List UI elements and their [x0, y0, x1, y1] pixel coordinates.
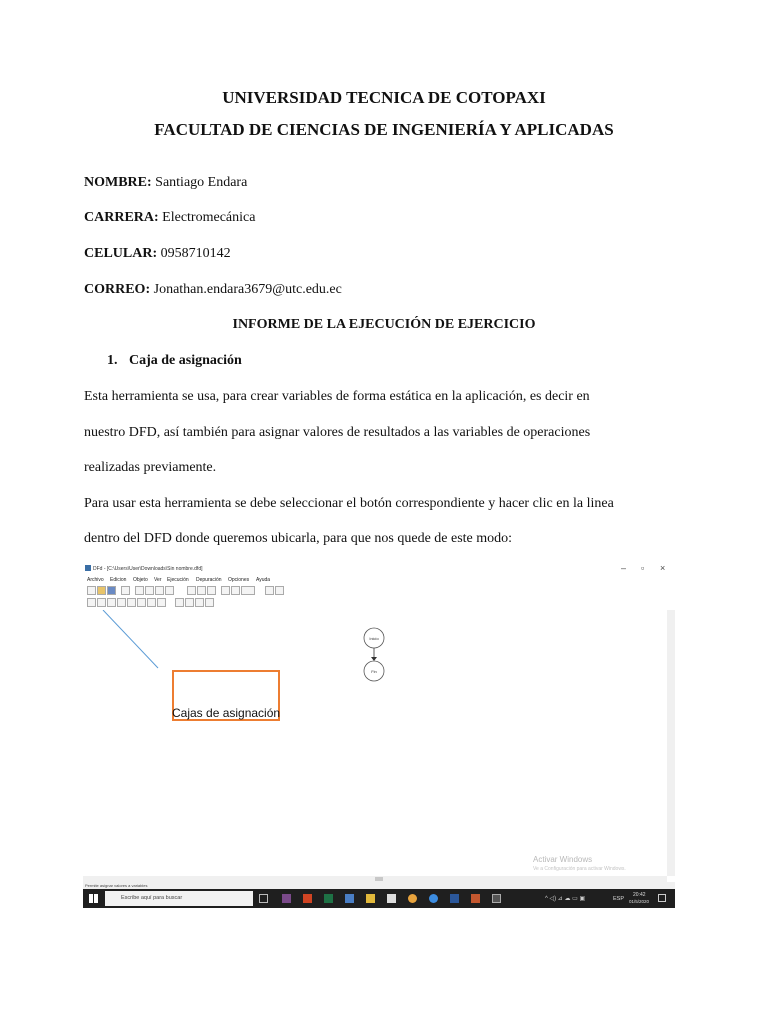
name-line — [84, 175, 247, 191]
menu-bar — [83, 576, 675, 585]
zoom-out-icon[interactable] — [275, 586, 284, 595]
step-icon[interactable] — [221, 586, 230, 595]
pause-icon[interactable] — [207, 586, 216, 595]
new-file-icon[interactable] — [87, 586, 96, 595]
app-icon-3[interactable] — [366, 894, 375, 903]
window-title: DFd - [C:\Users\User\Downloads\Sin nombre.dfd] — [93, 566, 203, 572]
status-text: Permite asignar valores a variables — [85, 883, 148, 888]
parameter-icon[interactable] — [185, 598, 194, 607]
phone-value: 0958710142 — [157, 246, 231, 261]
windows-start-icon[interactable] — [89, 894, 98, 903]
assignment-box-icon[interactable] — [97, 598, 106, 607]
scroll-thumb[interactable] — [375, 877, 383, 881]
email-line — [84, 282, 342, 298]
end-node-label: Fin — [371, 669, 377, 674]
call-icon[interactable] — [195, 598, 204, 607]
paragraph-line: nuestro DFD, así también para asignar valores de resultados a las variables de operaciones — [84, 425, 591, 440]
report-title: INFORME DE LA EJECUCIÓN DE EJERCICIO — [232, 317, 536, 332]
zoom-in-icon[interactable] — [265, 586, 274, 595]
vertical-scrollbar[interactable] — [667, 610, 675, 876]
email-value: Jonathan.endara3679@utc.edu.ec — [150, 282, 342, 297]
activation-watermark-subtitle: Ve a Configuración para activar Windows. — [533, 866, 626, 872]
paragraph-line: realizadas previamente. — [84, 460, 217, 475]
flowchart-diagram — [83, 610, 675, 880]
objects-toolbar — [87, 598, 227, 609]
open-file-icon[interactable] — [97, 586, 106, 595]
menu-archivo[interactable]: Archivo — [87, 577, 104, 583]
main-toolbar — [87, 586, 267, 597]
edge-icon[interactable] — [429, 894, 438, 903]
paragraph-line: Para usar esta herramienta se debe seleccionar el botón correspondiente y hacer clic en la linea — [84, 496, 614, 511]
email-label: CORREO: — [84, 282, 151, 297]
menu-objeto[interactable]: Objeto — [133, 577, 148, 583]
read-icon[interactable] — [117, 598, 126, 607]
start-node-label: Inicio — [369, 636, 379, 641]
dfd-app-icon — [85, 565, 91, 571]
chrome-icon[interactable] — [408, 894, 417, 903]
career-line — [84, 210, 255, 226]
window-titlebar — [83, 562, 675, 576]
subprogram-icon[interactable] — [175, 598, 184, 607]
cursor-tool-icon[interactable] — [87, 598, 96, 607]
decision-icon[interactable] — [127, 598, 136, 607]
delete-icon[interactable] — [165, 586, 174, 595]
arrowhead — [371, 657, 377, 661]
task-view-icon[interactable] — [259, 894, 268, 903]
function-icon[interactable] — [241, 586, 255, 595]
career-value: Electromecánica — [158, 210, 256, 225]
name-label: NOMBRE: — [84, 175, 152, 190]
minimize-button[interactable]: – — [621, 563, 627, 573]
paragraph-line: Esta herramienta se usa, para crear variables de forma estática en la aplicación, es decir en — [84, 389, 590, 404]
career-label: CARRERA: — [84, 210, 159, 225]
close-button[interactable]: × — [660, 563, 666, 573]
for-icon[interactable] — [147, 598, 156, 607]
search-placeholder: Escribe aquí para buscar — [121, 895, 183, 901]
faculty-title: FACULTAD DE CIENCIAS DE INGENIERÍA Y APLICADAS — [154, 120, 614, 139]
copy-icon[interactable] — [145, 586, 154, 595]
return-icon[interactable] — [205, 598, 214, 607]
app-icon-2[interactable] — [345, 894, 354, 903]
menu-ver[interactable]: Ver — [154, 577, 162, 583]
phone-line — [84, 246, 231, 262]
callout-label: Cajas de asignación — [172, 706, 281, 720]
paste-icon[interactable] — [155, 586, 164, 595]
tray-date[interactable]: 01/5/2020 — [629, 899, 650, 904]
loop-icon[interactable] — [107, 598, 116, 607]
app-icon-1[interactable] — [282, 894, 291, 903]
status-bar — [83, 882, 675, 889]
name-value: Santiago Endara — [151, 175, 248, 190]
section-heading — [107, 353, 242, 369]
phone-label: CELULAR: — [84, 246, 158, 261]
tray-icons[interactable]: ^ ◁) ⊿ ☁ ▭ ▣ — [545, 896, 586, 902]
powerpoint-icon[interactable] — [303, 894, 312, 903]
menu-depuracion[interactable]: Depuración — [196, 577, 222, 583]
app-icon-4[interactable] — [471, 894, 480, 903]
paragraph-line: dentro del DFD donde queremos ubicarla, para que nos quede de este modo: — [84, 531, 513, 546]
university-title: UNIVERSIDAD TECNICA DE COTOPAXI — [222, 88, 546, 107]
tray-language[interactable]: ESP — [613, 896, 625, 902]
menu-opciones[interactable]: Opciones — [228, 577, 250, 583]
save-icon[interactable] — [107, 586, 116, 595]
tray-time[interactable]: 20:42 — [633, 892, 646, 898]
menu-edicion[interactable]: Edicion — [110, 577, 127, 583]
output-icon[interactable] — [157, 598, 166, 607]
activation-watermark-title: Activar Windows — [533, 855, 593, 864]
dfd-screenshot — [83, 562, 675, 908]
debug-icon[interactable] — [231, 586, 240, 595]
callout-pointer-line — [103, 610, 158, 668]
maximize-button[interactable]: ▫ — [641, 563, 645, 573]
menu-ejecucion[interactable]: Ejecución — [167, 577, 189, 583]
print-icon[interactable] — [121, 586, 130, 595]
store-icon[interactable] — [387, 894, 396, 903]
notifications-icon[interactable] — [658, 894, 666, 902]
stop-icon[interactable] — [197, 586, 206, 595]
flowchart-canvas[interactable] — [83, 610, 675, 880]
taskbar-search-input[interactable] — [105, 891, 253, 906]
windows-taskbar — [83, 889, 675, 908]
run-icon[interactable] — [187, 586, 196, 595]
word-icon[interactable] — [450, 894, 459, 903]
excel-icon[interactable] — [324, 894, 333, 903]
section-number: 1. — [107, 353, 118, 368]
cut-icon[interactable] — [135, 586, 144, 595]
while-icon[interactable] — [137, 598, 146, 607]
dfd-taskbar-icon[interactable] — [492, 894, 501, 903]
section-title: Caja de asignación — [129, 353, 242, 368]
menu-ayuda[interactable]: Ayuda — [256, 577, 271, 583]
